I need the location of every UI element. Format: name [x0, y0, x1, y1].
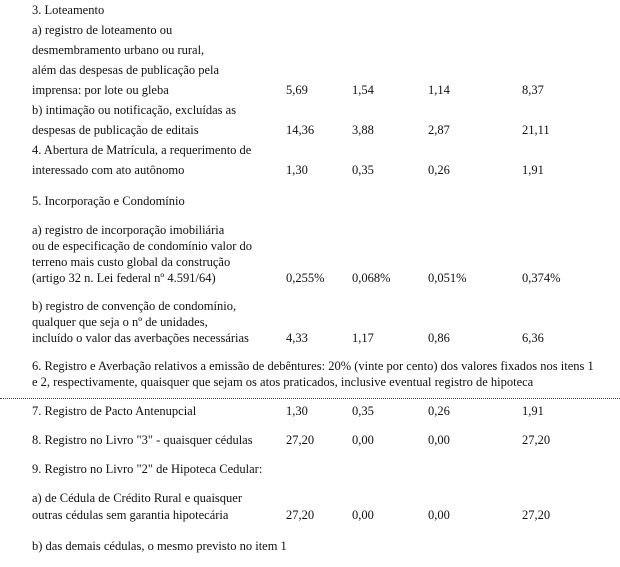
section-4-text-line: interessado com ato autônomo	[32, 163, 185, 177]
section-9a-value: 0,00	[352, 508, 374, 522]
section-5a-text-line: terreno mais custo global da construção	[32, 255, 231, 269]
section-5a-value: 0,068%	[352, 271, 391, 285]
section-5b-value: 4,33	[286, 331, 308, 345]
section-3a-text-line: desmembramento urbano ou rural,	[32, 43, 205, 57]
section-3b-text-line: b) intimação ou notificação, excluídas as	[32, 103, 237, 117]
section-7-value: 1,91	[522, 404, 544, 418]
section-4-value: 0,35	[352, 163, 374, 177]
section-6-text-line: 6. Registro e Averbação relativos a emissão de debêntures: 20% (vinte por cento) dos valores fixados nos itens 1	[32, 359, 594, 373]
section-3b-value: 2,87	[428, 123, 450, 137]
section-5a-value: 0,051%	[428, 271, 467, 285]
section-3a-text-line: imprensa: por lote ou gleba	[32, 83, 169, 97]
section-5b-text-line: b) registro de convenção de condomínio,	[32, 299, 237, 313]
section-3a-value: 1,54	[352, 83, 374, 97]
section-5b-value: 1,17	[352, 331, 374, 345]
section-8-value: 0,00	[428, 433, 450, 447]
section-3b-value: 21,11	[522, 123, 550, 137]
section-3b-value: 14,36	[286, 123, 315, 137]
section-4-value: 1,30	[286, 163, 308, 177]
section-5a-value: 0,255%	[286, 271, 325, 285]
section-9b-text-line: b) das demais cédulas, o mesmo previsto no item 1	[32, 539, 287, 553]
section-3a-value: 5,69	[286, 83, 308, 97]
section-8-value: 27,20	[286, 433, 315, 447]
section-8-value: 0,00	[352, 433, 374, 447]
section-9a-value: 27,20	[286, 508, 315, 522]
section-5a-text-line: a) registro de incorporação imobiliária	[32, 223, 225, 237]
section-9a-value: 27,20	[522, 508, 551, 522]
section-4-value: 1,91	[522, 163, 544, 177]
section-8-value: 27,20	[522, 433, 551, 447]
section-5a-text-line: ou de especificação de condomínio valor do	[32, 239, 253, 253]
section-5b-value: 0,86	[428, 331, 450, 345]
section-4-value: 0,26	[428, 163, 450, 177]
section-3a-text-line: além das despesas de publicação pela	[32, 63, 220, 77]
section-5a-value: 0,374%	[522, 271, 561, 285]
section-9a-text-line: outras cédulas sem garantia hipotecária	[32, 508, 229, 522]
section-3a-value: 8,37	[522, 83, 544, 97]
section-5b-text-line: qualquer que seja o nº de unidades,	[32, 315, 208, 329]
section-6-text-line: e 2, respectivamente, quaisquer que sejam os atos praticados, inclusive eventual registro de hipoteca	[32, 375, 534, 389]
section-7-value: 0,26	[428, 404, 450, 418]
section-3b-text-line: despesas de publicação de editais	[32, 123, 199, 137]
section-5-heading: 5. Incorporação e Condomínio	[32, 194, 185, 208]
section-7-label: 7. Registro de Pacto Antenupcial	[32, 404, 197, 418]
section-5b-text-line: incluído o valor das averbações necessárias	[32, 331, 249, 345]
section-3a-text-line: a) registro de loteamento ou	[32, 23, 173, 37]
section-5a-text-line: (artigo 32 n. Lei federal nº 4.591/64)	[32, 271, 216, 285]
section-3b-value: 3,88	[352, 123, 374, 137]
dotted-divider	[0, 398, 620, 399]
section-4-text-line: 4. Abertura de Matrícula, a requerimento de	[32, 143, 252, 157]
section-5b-value: 6,36	[522, 331, 544, 345]
section-3-heading: 3. Loteamento	[32, 3, 105, 17]
section-3a-value: 1,14	[428, 83, 450, 97]
section-9-heading: 9. Registro no Livro "2" de Hipoteca Cedular:	[32, 462, 263, 476]
section-7-value: 0,35	[352, 404, 374, 418]
section-9a-value: 0,00	[428, 508, 450, 522]
section-8-label: 8. Registro no Livro "3" - quaisquer cédulas	[32, 433, 253, 447]
section-7-value: 1,30	[286, 404, 308, 418]
section-9a-text-line: a) de Cédula de Crédito Rural e quaisquer	[32, 491, 242, 505]
